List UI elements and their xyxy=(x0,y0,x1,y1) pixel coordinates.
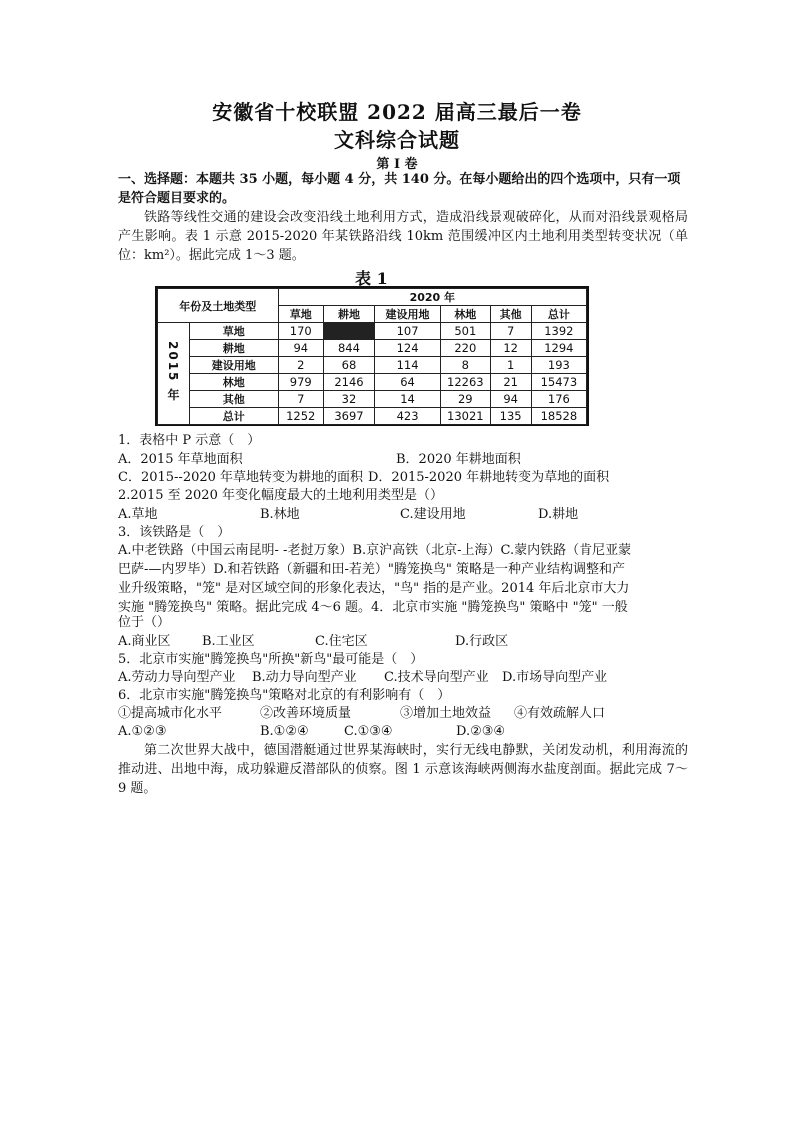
option-d: D.行政区 xyxy=(455,634,509,649)
option-b: B.①②④ xyxy=(260,724,309,739)
question-6-options xyxy=(118,723,698,741)
option-d: D.市场导向型产业 xyxy=(502,670,608,685)
question-5-stem: 5．北京市实施"腾笼换鸟"所换"新鸟"最可能是（ ） xyxy=(118,652,424,667)
table-row xyxy=(158,374,587,391)
row-label: 建设用地 xyxy=(190,357,279,374)
row-label: 总计 xyxy=(190,408,279,425)
question-6-statements xyxy=(118,705,698,723)
table-cell: 13021 xyxy=(441,408,490,425)
table-row xyxy=(158,340,587,357)
row-label: 耕地 xyxy=(190,340,279,357)
option-b: B.动力导向型产业 xyxy=(252,670,357,685)
table-row xyxy=(158,323,587,340)
column-header: 林地 xyxy=(441,306,490,323)
table-cell: 7 xyxy=(490,323,531,340)
volume-label: 第 I 卷 xyxy=(376,157,418,172)
passage-3: 第二次世界大战中，德国潜艇通过世界某海峡时，实行无线电静默，关闭发动机，利用海流的推动进、出地中海，成功躲避反潜部队的侦察。图 1 示意该海峡两侧海水盐度剖面。据此完成 7～9 题。 xyxy=(118,743,688,796)
column-header: 建设用地 xyxy=(375,306,441,323)
question-6-stem: 6．北京市实施"腾笼换鸟"策略对北京的有利影响有（ ） xyxy=(118,688,451,703)
option-c: C．2015--2020 年草地转变为耕地的面积 xyxy=(118,470,364,485)
exam-title: 安徽省十校联盟 2022 届高三最后一卷 xyxy=(212,100,582,124)
table-cell: 21 xyxy=(490,374,531,391)
table-cell: 3697 xyxy=(323,408,374,425)
option-b: B.工业区 xyxy=(202,634,255,649)
land-use-grid xyxy=(157,288,587,425)
table-cell: 220 xyxy=(441,340,490,357)
question-5-options xyxy=(118,669,698,687)
table-cell: 176 xyxy=(531,391,586,408)
statement-3: ③增加土地效益 xyxy=(400,706,492,721)
option-a: A．2015 年草地面积 xyxy=(118,452,243,467)
column-header: 其他 xyxy=(490,306,531,323)
option-c: C.建设用地 xyxy=(400,507,466,522)
table-cell: 135 xyxy=(490,408,531,425)
question-2-stem: 2.2015 至 2020 年变化幅度最大的土地利用类型是（） xyxy=(118,488,443,503)
table-cell: 32 xyxy=(323,391,374,408)
question-3-line: A.中老铁路（中国云南昆明- -老挝万象）B.京沪高铁（北京-上海）C.蒙内铁路（肯尼亚蒙 xyxy=(118,543,632,558)
statement-2: ②改善环境质量 xyxy=(260,706,352,721)
table-cell: 114 xyxy=(375,357,441,374)
question-3-stem: 3．该铁路是（ ） xyxy=(118,525,231,540)
statement-4: ④有效疏解人口 xyxy=(514,706,606,721)
table-cell: 29 xyxy=(441,391,490,408)
question-2-options xyxy=(118,506,698,524)
table-cell: 1392 xyxy=(531,323,586,340)
option-d: D．2015-2020 年耕地转变为草地的面积 xyxy=(368,470,610,485)
option-d: D.耕地 xyxy=(538,507,579,522)
table-cell: 170 xyxy=(278,323,323,340)
option-c: C.技术导向型产业 xyxy=(384,670,489,685)
table-cell: 423 xyxy=(375,408,441,425)
table-corner: 年份及土地类型 xyxy=(158,289,279,323)
table-cell: 8 xyxy=(441,357,490,374)
option-a: A.劳动力导向型产业 xyxy=(118,670,236,685)
table-cell: 844 xyxy=(323,340,374,357)
table-cell: 18528 xyxy=(531,408,586,425)
row-label: 草地 xyxy=(190,323,279,340)
option-a: A.商业区 xyxy=(118,634,171,649)
table-cell: 68 xyxy=(323,357,374,374)
table-cell: 501 xyxy=(441,323,490,340)
passage-1: 铁路等线性交通的建设会改变沿线土地利用方式，造成沿线景观破碎化，从而对沿线景观格局产生影响。表 1 示意 2015-2020 年某铁路沿线 10km 范围缓冲区内土地利用类型转变状况（单位：km²）。据此完成 1～3 题。 xyxy=(118,210,688,263)
row-label: 林地 xyxy=(190,374,279,391)
table-cell: 14 xyxy=(375,391,441,408)
statement-1: ①提高城市化水平 xyxy=(118,706,223,721)
option-b: B.林地 xyxy=(260,507,300,522)
land-use-table xyxy=(155,286,589,426)
header-year-2015: 2015 年 xyxy=(158,323,190,425)
table-cell: 1 xyxy=(490,357,531,374)
table-row xyxy=(158,357,587,374)
table-caption: 表 1 xyxy=(355,269,388,288)
table-row xyxy=(158,391,587,408)
question-4-options xyxy=(118,633,698,651)
table-cell: 124 xyxy=(375,340,441,357)
option-a: A.草地 xyxy=(118,507,158,522)
passage-2-line: 业升级策略，"笼" 是对区域空间的形象化表达，"鸟" 指的是产业。2014 年后北京市大力 xyxy=(118,581,630,596)
exam-subtitle: 文科综合试题 xyxy=(334,128,460,152)
table-cell: 193 xyxy=(531,357,586,374)
header-year-2020: 2020 年 xyxy=(278,289,586,306)
table-cell: 7 xyxy=(278,391,323,408)
table-cell: 2 xyxy=(278,357,323,374)
table-cell: 12263 xyxy=(441,374,490,391)
option-d: D.②③④ xyxy=(456,724,506,739)
question-1-options-ab xyxy=(118,451,698,469)
question-1-options-cd xyxy=(118,469,698,487)
option-b: B．2020 年耕地面积 xyxy=(396,452,521,467)
section-instruction: 一、选择题：本题共 35 小题，每小题 4 分，共 140 分。在每小题给出的四个选项中，只有一项是符合题目要求的。 xyxy=(118,172,681,206)
option-a: A.①②③ xyxy=(118,724,167,739)
table-cell: 979 xyxy=(278,374,323,391)
table-cell-p xyxy=(323,323,374,340)
column-header: 耕地 xyxy=(323,306,374,323)
question-3-line: 巴萨-—内罗毕）D.和若铁路（新疆和田-若羌）"腾笼换鸟" 策略是一种产业结构调整和产 xyxy=(118,562,625,577)
row-label: 其他 xyxy=(190,391,279,408)
column-header: 总计 xyxy=(531,306,586,323)
table-cell: 107 xyxy=(375,323,441,340)
question-4-stem-end: 位于（） xyxy=(118,615,171,630)
table-cell: 94 xyxy=(490,391,531,408)
table-cell: 15473 xyxy=(531,374,586,391)
option-c: C.住宅区 xyxy=(315,634,368,649)
table-row xyxy=(158,408,587,425)
table-cell: 1252 xyxy=(278,408,323,425)
table-cell: 1294 xyxy=(531,340,586,357)
table-cell: 64 xyxy=(375,374,441,391)
column-header: 草地 xyxy=(278,306,323,323)
table-cell: 2146 xyxy=(323,374,374,391)
table-cell: 12 xyxy=(490,340,531,357)
option-c: C.①③④ xyxy=(344,724,393,739)
passage-2-line: 实施 "腾笼换鸟" 策略。据此完成 4～6 题。4．北京市实施 "腾笼换鸟" 策略中 "笼" 一般 xyxy=(118,600,628,615)
question-1-stem: 1．表格中 P 示意（ ） xyxy=(118,433,261,448)
table-cell: 94 xyxy=(278,340,323,357)
